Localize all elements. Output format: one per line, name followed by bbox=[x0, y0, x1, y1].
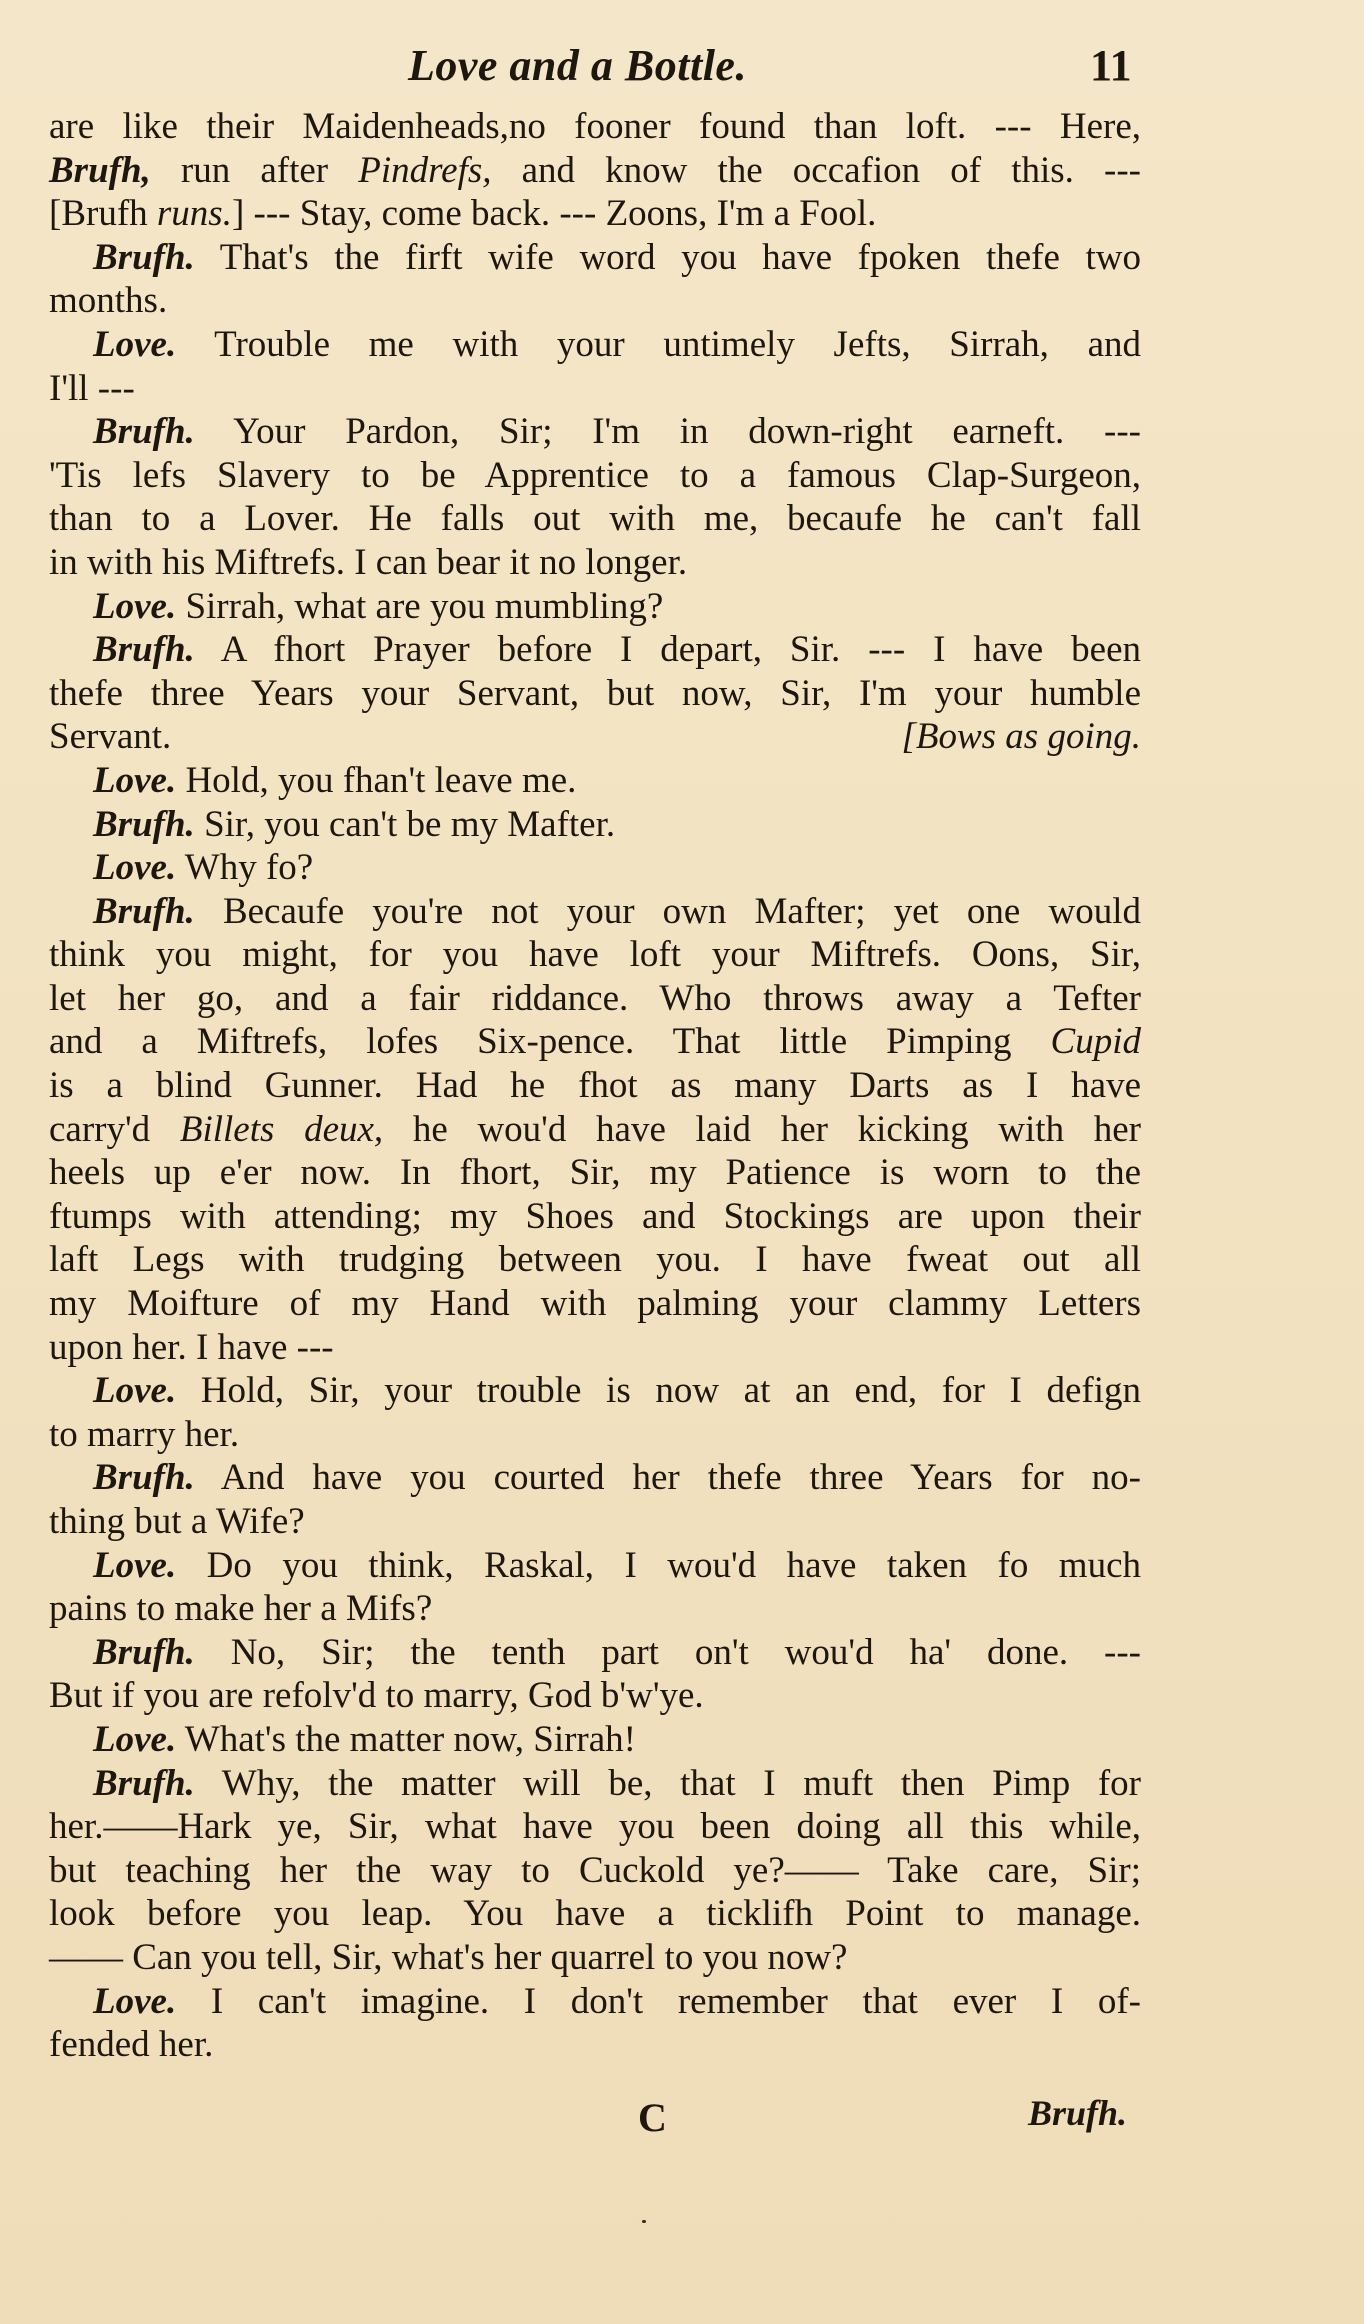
speaker-name: Love. bbox=[93, 1544, 177, 1586]
text-line bbox=[49, 1631, 1141, 1675]
line-text: Becaufe you're not your own Mafter; yet one would bbox=[194, 890, 1141, 932]
line-text: Why, the matter will be, that I muft then Pimp for bbox=[194, 1762, 1141, 1804]
text-line bbox=[49, 105, 1141, 149]
speaker-name: Love. bbox=[93, 847, 177, 889]
line-text: ] --- Stay, come back. --- Zoons, I'm a Fool. bbox=[231, 193, 877, 235]
line-text: laft Legs with trudging between you. I have fweat out all bbox=[49, 1239, 1141, 1281]
text-line bbox=[49, 1282, 1141, 1326]
text-line bbox=[49, 1849, 1141, 1893]
text-line bbox=[49, 1805, 1141, 1849]
text-line bbox=[49, 1326, 1141, 1370]
speaker-name: Brufh. bbox=[93, 411, 195, 453]
line-text: fended her. bbox=[49, 2024, 214, 2066]
speaker-name: Brufh. bbox=[93, 1631, 195, 1673]
text-line bbox=[49, 672, 1141, 716]
line-text: I'll --- bbox=[49, 367, 135, 409]
line-text: and a Miftrefs, lofes Six-pence. That little Pimping bbox=[49, 1021, 1051, 1063]
signature-mark: C bbox=[638, 2095, 667, 2140]
line-text: thefe three Years your Servant, but now, Sir, I'm your humble bbox=[49, 672, 1141, 714]
text-line bbox=[49, 1020, 1141, 1064]
line-text: ftumps with attending; my Shoes and Stockings are upon their bbox=[49, 1195, 1141, 1237]
ink-speck bbox=[642, 2220, 646, 2223]
text-line bbox=[49, 1762, 1141, 1806]
line-text: What's the matter now, Sirrah! bbox=[176, 1718, 636, 1760]
line-text: but teaching her the way to Cuckold ye?—— Take care, Sir; bbox=[49, 1849, 1141, 1891]
text-line bbox=[49, 1544, 1141, 1588]
text-line bbox=[49, 323, 1141, 367]
text-line bbox=[49, 1980, 1141, 2024]
line-text: That's the firft wife word you have fpoken thefe two bbox=[194, 236, 1141, 278]
line-text: Servant. bbox=[49, 716, 172, 758]
speaker-name: Brufh. bbox=[93, 1457, 195, 1499]
text-line bbox=[49, 1151, 1141, 1195]
line-text: in with his Miftrefs. I can bear it no longer. bbox=[49, 541, 688, 583]
play-text bbox=[49, 105, 1141, 2067]
line-text: Trouble me with your untimely Jefts, Sirrah, and bbox=[176, 323, 1141, 365]
line-text: Why fo? bbox=[176, 847, 314, 889]
text-line bbox=[49, 1892, 1141, 1936]
page-number: 11 bbox=[1090, 41, 1132, 90]
line-text: months. bbox=[49, 280, 168, 322]
italic-text: Pindrefs, bbox=[358, 149, 492, 191]
text-line bbox=[49, 846, 1141, 890]
text-line bbox=[49, 1674, 1141, 1718]
line-text: But if you are refolv'd to marry, God b'w'ye. bbox=[49, 1675, 704, 1717]
text-line bbox=[49, 236, 1141, 280]
line-text: thing but a Wife? bbox=[49, 1501, 305, 1542]
line-text: think you might, for you have loft your Miftrefs. Oons, Sir, bbox=[49, 934, 1141, 976]
line-text: pains to make her a Mifs? bbox=[49, 1588, 433, 1630]
italic-text: Cupid bbox=[1050, 1021, 1141, 1063]
line-text: Sirrah, what are you mumbling? bbox=[176, 585, 664, 627]
text-line bbox=[49, 585, 1141, 629]
text-line bbox=[49, 1064, 1141, 1108]
line-text: I can't imagine. I don't remember that ever I of- bbox=[176, 1980, 1141, 2022]
stage-direction: [Bows as going. bbox=[901, 716, 1141, 758]
line-text: and know the occafion of this. --- bbox=[491, 149, 1141, 191]
text-line bbox=[49, 2023, 1141, 2067]
speaker-name: Love. bbox=[93, 1980, 177, 2022]
speaker-name: Brufh. bbox=[93, 236, 195, 278]
line-text: let her go, and a fair riddance. Who throws away a Tefter bbox=[49, 977, 1141, 1019]
line-text: look before you leap. You have a ticklifh Point to manage. bbox=[49, 1893, 1141, 1935]
line-text: 'Tis lefs Slavery to be Apprentice to a famous Clap-Surgeon, bbox=[49, 454, 1141, 496]
text-line bbox=[49, 410, 1141, 454]
text-line bbox=[49, 1500, 1141, 1544]
catchword: Brufh. bbox=[1028, 2093, 1128, 2133]
text-line bbox=[49, 1369, 1141, 1413]
speaker-name: Brufh. bbox=[93, 629, 195, 671]
text-line bbox=[49, 279, 1141, 323]
text-line bbox=[49, 890, 1141, 934]
speaker-name: Love. bbox=[93, 759, 177, 801]
speaker-name: Love. bbox=[93, 1718, 177, 1760]
line-text: run after bbox=[150, 149, 359, 191]
line-text: A fhort Prayer before I depart, Sir. --- I have been bbox=[194, 629, 1141, 671]
line-text: And have you courted her thefe three Years for no- bbox=[194, 1457, 1141, 1499]
italic-text: runs. bbox=[156, 193, 232, 235]
speaker-name: Love. bbox=[93, 585, 177, 627]
speaker-name: Brufh. bbox=[93, 1762, 195, 1804]
line-text: —— Can you tell, Sir, what's her quarrel to you now? bbox=[49, 1936, 848, 1978]
text-line bbox=[49, 1238, 1141, 1282]
line-text: [Brufh bbox=[49, 193, 157, 235]
line-text: Sir, you can't be my Mafter. bbox=[194, 803, 616, 845]
line-text: heels up e'er now. In fhort, Sir, my Patience is worn to the bbox=[49, 1152, 1141, 1194]
line-text: than to a Lover. He falls out with me, becaufe he can't fall bbox=[49, 498, 1141, 540]
text-line bbox=[49, 628, 1141, 672]
speaker-name: Brufh. bbox=[93, 803, 195, 845]
text-line bbox=[49, 977, 1141, 1021]
speaker-name: Love. bbox=[93, 1370, 177, 1412]
text-line bbox=[49, 541, 1141, 585]
text-line bbox=[49, 803, 1141, 847]
text-line bbox=[49, 1108, 1141, 1152]
line-text: carry'd bbox=[49, 1108, 180, 1150]
line-text: Do you think, Raskal, I wou'd have taken fo much bbox=[176, 1544, 1141, 1586]
text-line bbox=[49, 715, 1141, 759]
line-text: are like their Maidenheads,no fooner found than loft. --- Here, bbox=[49, 106, 1141, 147]
text-line bbox=[49, 149, 1141, 193]
line-text: Your Pardon, Sir; I'm in down-right earneft. --- bbox=[194, 411, 1141, 453]
line-text: No, Sir; the tenth part on't wou'd ha' done. --- bbox=[194, 1631, 1141, 1673]
text-line bbox=[49, 367, 1141, 411]
speaker-name: Brufh. bbox=[93, 890, 195, 932]
line-text: her.——Hark ye, Sir, what have you been doing all this while, bbox=[49, 1806, 1141, 1848]
running-title: Love and a Bottle. bbox=[408, 41, 747, 90]
text-line bbox=[49, 1936, 1141, 1980]
text-line bbox=[49, 454, 1141, 498]
line-text: upon her. I have --- bbox=[49, 1326, 334, 1368]
speaker-name: Love. bbox=[93, 323, 177, 365]
text-line bbox=[49, 759, 1141, 803]
line-text: to marry her. bbox=[49, 1413, 240, 1455]
text-line bbox=[49, 1413, 1141, 1457]
line-text: my Moifture of my Hand with palming your clammy Letters bbox=[49, 1283, 1141, 1325]
line-text: Hold, Sir, your trouble is now at an end, for I defign bbox=[176, 1370, 1141, 1412]
text-line bbox=[49, 192, 1141, 236]
text-line bbox=[49, 1587, 1141, 1631]
text-line bbox=[49, 497, 1141, 541]
line-text: he wou'd have laid her kicking with her bbox=[383, 1108, 1142, 1150]
text-line bbox=[49, 1456, 1141, 1500]
text-line bbox=[49, 1718, 1141, 1762]
text-line bbox=[49, 933, 1141, 977]
italic-text: Billets deux, bbox=[179, 1108, 384, 1150]
speaker-name: Brufh, bbox=[49, 149, 151, 191]
text-line bbox=[49, 1195, 1141, 1239]
line-text: Hold, you fhan't leave me. bbox=[176, 759, 577, 801]
line-text: is a blind Gunner. Had he fhot as many Darts as I have bbox=[49, 1065, 1141, 1107]
